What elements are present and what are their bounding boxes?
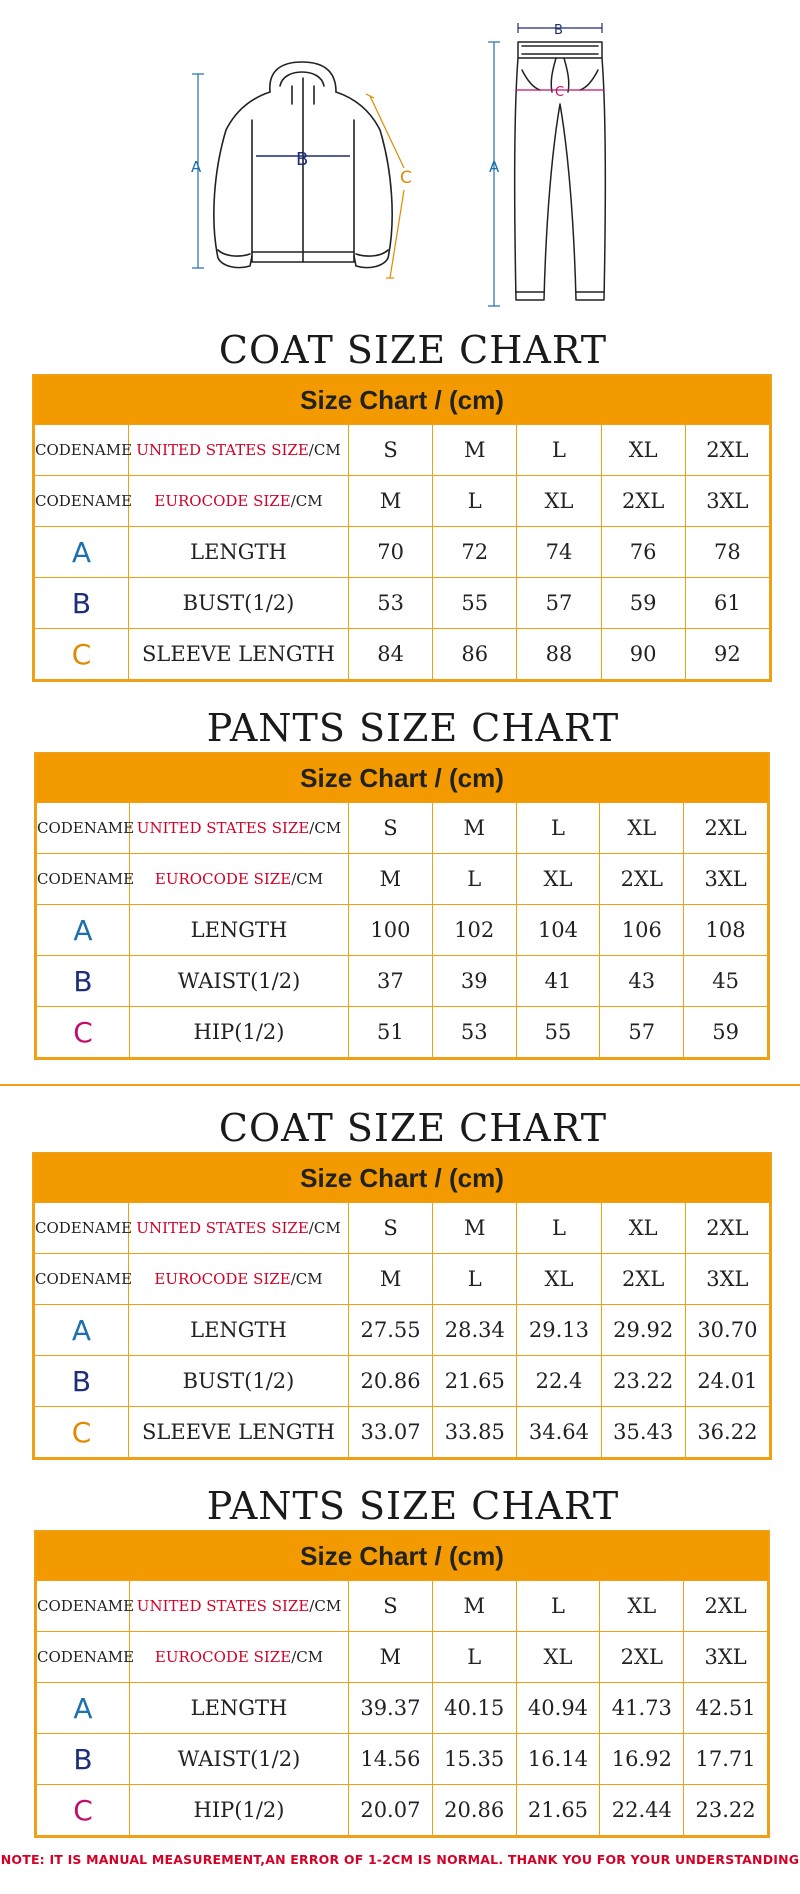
eu-size-red: EUROCODE SIZE: [154, 1270, 291, 1288]
letter-c: C: [35, 629, 129, 680]
illustration-svg: [0, 0, 800, 320]
pants-drawing: [515, 42, 606, 300]
chart-title: COAT SIZE CHART: [218, 328, 608, 372]
size-cell: M: [349, 1254, 433, 1305]
size-cell: 2XL: [600, 1632, 684, 1683]
table-row: [35, 1254, 770, 1305]
us-size-unit: /CM: [308, 441, 341, 459]
us-size-label: [129, 1203, 349, 1254]
value-cell: 21.65: [433, 1356, 517, 1407]
table-row: [37, 1683, 768, 1734]
eu-size-red: EUROCODE SIZE: [154, 870, 292, 888]
size-cell: XL: [600, 1581, 684, 1632]
size-table: [36, 1580, 768, 1836]
size-chart-pants-inch: [34, 1530, 770, 1838]
value-cell: 59: [684, 1007, 768, 1058]
value-cell: 15.35: [432, 1734, 516, 1785]
letter-a: A: [35, 527, 129, 578]
value-cell: 20.07: [349, 1785, 433, 1836]
letter-b: B: [37, 956, 130, 1007]
size-cell: XL: [600, 803, 684, 854]
size-cell: XL: [601, 425, 685, 476]
size-cell: 2XL: [601, 476, 685, 527]
eu-size-unit: /CM: [291, 1648, 324, 1666]
coat-label-b: B: [296, 149, 309, 170]
measure-name: LENGTH: [130, 905, 349, 956]
value-cell: 74: [517, 527, 601, 578]
size-cell: M: [433, 1203, 517, 1254]
us-size-red: UNITED STATES SIZE: [136, 441, 309, 459]
us-size-unit: /CM: [308, 1219, 341, 1237]
size-cell: L: [432, 854, 516, 905]
letter-b: B: [35, 1356, 129, 1407]
value-cell: 21.65: [516, 1785, 600, 1836]
size-cell: XL: [517, 1254, 601, 1305]
chart-title: COAT SIZE CHART: [218, 1106, 608, 1150]
value-cell: 102: [432, 905, 516, 956]
size-cell: S: [349, 1203, 433, 1254]
letter-c: C: [35, 1407, 129, 1458]
value-cell: 16.92: [600, 1734, 684, 1785]
size-cell: 3XL: [684, 1632, 768, 1683]
value-cell: 22.4: [517, 1356, 601, 1407]
size-cell: XL: [517, 476, 601, 527]
value-cell: 33.85: [433, 1407, 517, 1458]
value-cell: 84: [349, 629, 433, 680]
letter-b: B: [37, 1734, 130, 1785]
size-cell: S: [349, 1581, 433, 1632]
us-size-red: UNITED STATES SIZE: [136, 1597, 310, 1615]
table-row: [35, 1305, 770, 1356]
table-row: [35, 1356, 770, 1407]
chart-header: Size Chart / (cm): [36, 754, 768, 802]
value-cell: 29.92: [601, 1305, 685, 1356]
section-divider: [0, 1084, 800, 1086]
size-chart-coat-cm: [32, 374, 772, 682]
garment-illustrations: [0, 0, 800, 320]
eu-size-label: [129, 1254, 349, 1305]
size-cell: M: [349, 854, 433, 905]
value-cell: 41: [516, 956, 600, 1007]
value-cell: 36.22: [685, 1407, 769, 1458]
size-chart-pants-cm: [34, 752, 770, 1060]
measure-name: SLEEVE LENGTH: [129, 1407, 349, 1458]
table-row: [35, 425, 770, 476]
size-table: [34, 424, 770, 680]
codename-cell: CODENAME: [37, 1632, 130, 1683]
coat-label-c: C: [400, 168, 412, 188]
value-cell: 53: [432, 1007, 516, 1058]
value-cell: 34.64: [517, 1407, 601, 1458]
pants-label-b: B: [554, 23, 563, 38]
value-cell: 108: [684, 905, 768, 956]
us-size-label: [130, 1581, 349, 1632]
value-cell: 53: [349, 578, 433, 629]
value-cell: 16.14: [516, 1734, 600, 1785]
table-row: [35, 476, 770, 527]
us-size-red: UNITED STATES SIZE: [136, 819, 310, 837]
value-cell: 55: [516, 1007, 600, 1058]
value-cell: 88: [517, 629, 601, 680]
value-cell: 23.22: [684, 1785, 768, 1836]
value-cell: 14.56: [349, 1734, 433, 1785]
table-row: [37, 1785, 768, 1836]
us-size-unit: /CM: [309, 819, 342, 837]
value-cell: 45: [684, 956, 768, 1007]
value-cell: 20.86: [432, 1785, 516, 1836]
codename-cell: CODENAME: [35, 476, 129, 527]
size-cell: 2XL: [685, 425, 769, 476]
us-size-unit: /CM: [309, 1597, 342, 1615]
value-cell: 43: [600, 956, 684, 1007]
eu-size-red: EUROCODE SIZE: [154, 492, 291, 510]
letter-a: A: [37, 905, 130, 956]
value-cell: 78: [685, 527, 769, 578]
size-cell: M: [432, 803, 516, 854]
pants-label-c: C: [555, 85, 565, 100]
letter-b: B: [35, 578, 129, 629]
codename-cell: CODENAME: [35, 1254, 129, 1305]
codename-cell: CODENAME: [37, 803, 130, 854]
size-cell: L: [433, 476, 517, 527]
value-cell: 40.15: [432, 1683, 516, 1734]
measure-name: HIP(1/2): [130, 1007, 349, 1058]
size-cell: L: [517, 425, 601, 476]
codename-cell: CODENAME: [37, 854, 130, 905]
measure-name: HIP(1/2): [130, 1785, 349, 1836]
measure-name: WAIST(1/2): [130, 1734, 349, 1785]
value-cell: 23.22: [601, 1356, 685, 1407]
chart-title: PANTS SIZE CHART: [206, 706, 620, 750]
value-cell: 17.71: [684, 1734, 768, 1785]
value-cell: 57: [517, 578, 601, 629]
size-cell: M: [349, 476, 433, 527]
value-cell: 86: [433, 629, 517, 680]
value-cell: 106: [600, 905, 684, 956]
measure-name: LENGTH: [129, 1305, 349, 1356]
value-cell: 57: [600, 1007, 684, 1058]
size-cell: XL: [516, 1632, 600, 1683]
value-cell: 72: [433, 527, 517, 578]
size-cell: S: [349, 803, 433, 854]
chart-header: Size Chart / (cm): [34, 376, 770, 424]
chart-title: PANTS SIZE CHART: [206, 1484, 620, 1528]
value-cell: 33.07: [349, 1407, 433, 1458]
codename-cell: CODENAME: [37, 1581, 130, 1632]
value-cell: 35.43: [601, 1407, 685, 1458]
codename-cell: CODENAME: [35, 425, 129, 476]
size-cell: M: [433, 425, 517, 476]
letter-c: C: [37, 1007, 130, 1058]
table-row: [35, 578, 770, 629]
value-cell: 29.13: [517, 1305, 601, 1356]
value-cell: 37: [349, 956, 433, 1007]
size-table: [34, 1202, 770, 1458]
table-row: [35, 1203, 770, 1254]
pants-label-a: A: [489, 158, 500, 176]
table-row: [35, 1407, 770, 1458]
table-row: [37, 803, 768, 854]
table-row: [37, 1734, 768, 1785]
size-cell: L: [516, 803, 600, 854]
table-row: [35, 629, 770, 680]
value-cell: 90: [601, 629, 685, 680]
size-cell: 2XL: [601, 1254, 685, 1305]
table-row: [37, 1632, 768, 1683]
size-cell: L: [517, 1203, 601, 1254]
us-size-label: [129, 425, 349, 476]
letter-a: A: [35, 1305, 129, 1356]
table-row: [37, 905, 768, 956]
value-cell: 27.55: [349, 1305, 433, 1356]
value-cell: 41.73: [600, 1683, 684, 1734]
measure-name: LENGTH: [129, 527, 349, 578]
letter-c: C: [37, 1785, 130, 1836]
us-size-red: UNITED STATES SIZE: [136, 1219, 309, 1237]
value-cell: 104: [516, 905, 600, 956]
chart-header: Size Chart / (cm): [34, 1154, 770, 1202]
value-cell: 55: [433, 578, 517, 629]
size-cell: 3XL: [684, 854, 768, 905]
size-cell: 2XL: [685, 1203, 769, 1254]
size-cell: M: [432, 1581, 516, 1632]
table-row: [35, 527, 770, 578]
letter-a: A: [37, 1683, 130, 1734]
size-cell: 3XL: [685, 476, 769, 527]
value-cell: 20.86: [349, 1356, 433, 1407]
eu-size-unit: /CM: [291, 870, 324, 888]
value-cell: 100: [349, 905, 433, 956]
codename-cell: CODENAME: [35, 1203, 129, 1254]
measure-name: BUST(1/2): [129, 1356, 349, 1407]
value-cell: 28.34: [433, 1305, 517, 1356]
table-row: [37, 1007, 768, 1058]
value-cell: 24.01: [685, 1356, 769, 1407]
table-row: [37, 1581, 768, 1632]
value-cell: 42.51: [684, 1683, 768, 1734]
size-table: [36, 802, 768, 1058]
size-cell: M: [349, 1632, 433, 1683]
size-cell: L: [433, 1254, 517, 1305]
size-cell: 2XL: [684, 1581, 768, 1632]
eu-size-red: EUROCODE SIZE: [154, 1648, 292, 1666]
eu-size-label: [129, 476, 349, 527]
value-cell: 51: [349, 1007, 433, 1058]
size-cell: L: [432, 1632, 516, 1683]
table-row: [37, 956, 768, 1007]
size-cell: 3XL: [685, 1254, 769, 1305]
table-row: [37, 854, 768, 905]
eu-size-unit: /CM: [290, 492, 323, 510]
value-cell: 92: [685, 629, 769, 680]
value-cell: 76: [601, 527, 685, 578]
measure-name: SLEEVE LENGTH: [129, 629, 349, 680]
chart-header: Size Chart / (cm): [36, 1532, 768, 1580]
eu-size-label: [130, 854, 349, 905]
value-cell: 39: [432, 956, 516, 1007]
size-cell: XL: [601, 1203, 685, 1254]
us-size-label: [130, 803, 349, 854]
value-cell: 59: [601, 578, 685, 629]
size-chart-coat-inch: [32, 1152, 772, 1460]
size-cell: XL: [516, 854, 600, 905]
measure-name: BUST(1/2): [129, 578, 349, 629]
measure-name: LENGTH: [130, 1683, 349, 1734]
eu-size-label: [130, 1632, 349, 1683]
size-cell: L: [516, 1581, 600, 1632]
value-cell: 40.94: [516, 1683, 600, 1734]
measure-name: WAIST(1/2): [130, 956, 349, 1007]
size-cell: S: [349, 425, 433, 476]
value-cell: 22.44: [600, 1785, 684, 1836]
value-cell: 70: [349, 527, 433, 578]
size-cell: 2XL: [600, 854, 684, 905]
eu-size-unit: /CM: [290, 1270, 323, 1288]
measurement-note: NOTE: IT IS MANUAL MEASUREMENT,AN ERROR OF 1-2CM IS NORMAL. THANK YOU FOR YOUR UNDERSTANDING: [0, 1852, 800, 1867]
value-cell: 30.70: [685, 1305, 769, 1356]
size-cell: 2XL: [684, 803, 768, 854]
coat-label-a: A: [191, 158, 202, 176]
value-cell: 39.37: [349, 1683, 433, 1734]
coat-measure-c: [366, 94, 404, 278]
value-cell: 61: [685, 578, 769, 629]
